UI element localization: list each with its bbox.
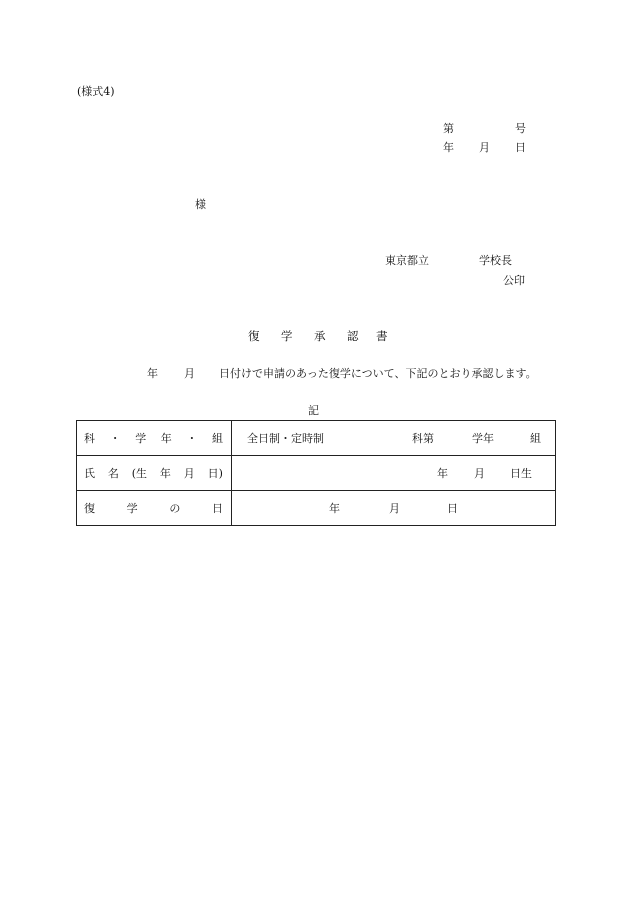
- row-label-return-date: [77, 491, 232, 526]
- return-day: 日: [447, 502, 458, 515]
- title-char: 承: [314, 329, 326, 343]
- statement-month: 月: [184, 367, 195, 380]
- row-value-course-grade-class: [232, 421, 556, 456]
- issuer-prefix: 東京都立: [385, 254, 429, 267]
- title-char: 復: [248, 329, 260, 343]
- program-type: 全日制・定時制: [247, 432, 324, 445]
- row-value-name-birthdate: [232, 456, 556, 491]
- return-month: 月: [389, 502, 400, 515]
- label-char: 学: [135, 432, 147, 445]
- label-char: 月: [183, 467, 195, 480]
- label-char: ・: [109, 432, 121, 445]
- document-date-month: 月: [479, 141, 490, 154]
- label-char: ・: [186, 432, 198, 445]
- birth-month: 月: [474, 467, 485, 480]
- label-char: 名: [107, 467, 119, 480]
- approval-statement: [147, 368, 567, 380]
- return-year: 年: [329, 502, 340, 515]
- document-title: [248, 331, 388, 345]
- approval-details-table: [76, 420, 556, 526]
- title-char: 書: [376, 329, 388, 343]
- label-char: 氏: [84, 467, 95, 480]
- table-row: [77, 456, 556, 491]
- official-seal-label: 公印: [503, 274, 525, 287]
- label-char: 組: [211, 432, 223, 445]
- label-char: の: [169, 502, 181, 515]
- label-char: 科: [84, 432, 95, 445]
- form-number: (様式4): [77, 85, 115, 98]
- grade-field: 学年: [472, 432, 494, 445]
- label-char: 日: [211, 502, 223, 515]
- issuer-principal: 学校長: [479, 254, 512, 267]
- table-row: [77, 491, 556, 526]
- row-label-course-grade-class: [77, 421, 232, 456]
- document-number: [443, 123, 528, 135]
- label-char: 年: [159, 467, 171, 480]
- issuer-school: [385, 255, 525, 267]
- row-value-return-date: [232, 491, 556, 526]
- label-char: 年: [160, 432, 172, 445]
- birth-day: 日生: [510, 467, 532, 480]
- class-field: 組: [530, 432, 541, 445]
- statement-text: 日付けで申請のあった復学について、下記のとおり承認します。: [219, 367, 537, 380]
- document-date: [443, 142, 528, 154]
- recipient-honorific: 様: [195, 198, 206, 211]
- document-date-day: 日: [515, 141, 526, 154]
- label-char: 日): [207, 467, 223, 480]
- label-char: 復: [84, 502, 95, 515]
- title-char: 学: [281, 329, 293, 343]
- document-number-dai: 第: [443, 122, 454, 135]
- document-number-go: 号: [515, 122, 526, 135]
- statement-year: 年: [147, 367, 158, 380]
- title-char: 認: [347, 329, 359, 343]
- course-field: 科第: [412, 432, 434, 445]
- table-row: [77, 421, 556, 456]
- label-char: 学: [126, 502, 138, 515]
- birth-year: 年: [437, 467, 448, 480]
- ki-label: 記: [308, 404, 319, 417]
- row-label-name-birthdate: [77, 456, 232, 491]
- label-char: (生: [131, 467, 148, 480]
- document-date-year: 年: [443, 141, 454, 154]
